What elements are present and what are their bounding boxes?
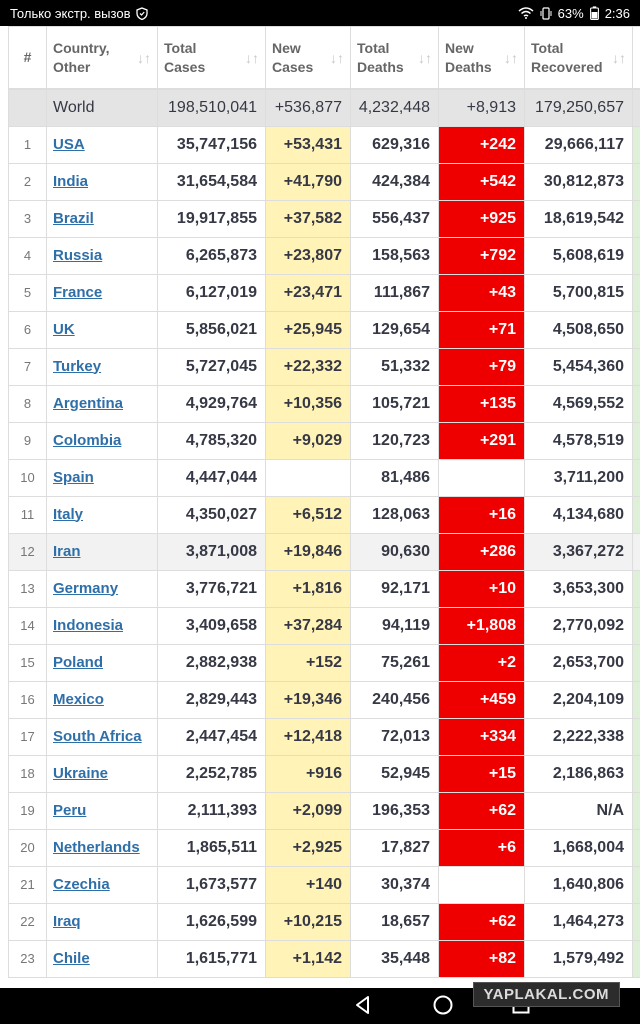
- clock: 2:36: [604, 5, 630, 21]
- country-link[interactable]: Iran: [53, 542, 81, 560]
- sort-icon[interactable]: ↓↑: [612, 50, 626, 66]
- new-cases: +1,816: [266, 570, 351, 607]
- new-deaths: +792: [439, 237, 525, 274]
- total-deaths: 556,437: [351, 200, 439, 237]
- total-cases: 2,882,938: [158, 644, 266, 681]
- extra-cell: [633, 237, 640, 274]
- covid-table-container[interactable]: [0, 26, 640, 988]
- extra-cell: [633, 718, 640, 755]
- total-recovered: 3,711,200: [525, 459, 633, 496]
- new-deaths: +459: [439, 681, 525, 718]
- country-cell: [47, 274, 158, 311]
- total-deaths: 629,316: [351, 126, 439, 163]
- extra-cell: [633, 385, 640, 422]
- new-deaths: +334: [439, 718, 525, 755]
- shield-icon: [136, 7, 148, 20]
- country-link[interactable]: Colombia: [53, 431, 122, 449]
- extra-cell: [633, 422, 640, 459]
- country-cell: [47, 237, 158, 274]
- country-cell: [47, 755, 158, 792]
- total-deaths: 424,384: [351, 163, 439, 200]
- table-row: [9, 681, 640, 718]
- country-link[interactable]: Germany: [53, 579, 119, 597]
- table-row: [9, 459, 640, 496]
- total-recovered: 1,668,004: [525, 829, 633, 866]
- extra-cell: [633, 829, 640, 866]
- country-cell: [47, 644, 158, 681]
- new-deaths: +43: [439, 274, 525, 311]
- total-deaths: 72,013: [351, 718, 439, 755]
- total-cases: 1,615,771: [158, 940, 266, 977]
- total-recovered: 1,640,806: [525, 866, 633, 903]
- country-link[interactable]: Turkey: [53, 357, 102, 375]
- new-deaths: +286: [439, 533, 525, 570]
- extra-cell: [633, 570, 640, 607]
- new-cases: +916: [266, 755, 351, 792]
- total-recovered: 2,186,863: [525, 755, 633, 792]
- world-row: [9, 89, 640, 126]
- total-cases: 2,111,393: [158, 792, 266, 829]
- total-recovered: 4,569,552: [525, 385, 633, 422]
- total-recovered: N/A: [525, 792, 633, 829]
- total-deaths: 105,721: [351, 385, 439, 422]
- country-cell: [47, 385, 158, 422]
- total-deaths: 111,867: [351, 274, 439, 311]
- total-cases: 3,776,721: [158, 570, 266, 607]
- country-cell: [47, 570, 158, 607]
- new-cases: +37,284: [266, 607, 351, 644]
- total-cases: 3,409,658: [158, 607, 266, 644]
- new-cases: +37,582: [266, 200, 351, 237]
- total-cases: 198,510,041: [158, 89, 266, 126]
- new-cases: +6,512: [266, 496, 351, 533]
- total-cases: 2,447,454: [158, 718, 266, 755]
- total-recovered: 2,204,109: [525, 681, 633, 718]
- country-cell: [47, 607, 158, 644]
- country-link[interactable]: Italy: [53, 505, 84, 523]
- total-cases: 5,727,045: [158, 348, 266, 385]
- extra-cell: [633, 940, 640, 977]
- country-link[interactable]: Mexico: [53, 690, 104, 708]
- row-num: 18: [9, 755, 47, 792]
- row-num: 12: [9, 533, 47, 570]
- table-row: [9, 385, 640, 422]
- table-row: [9, 126, 640, 163]
- status-bar: [0, 0, 640, 26]
- table-row: [9, 940, 640, 977]
- table-row: [9, 163, 640, 200]
- total-recovered: 18,619,542: [525, 200, 633, 237]
- total-deaths: 240,456: [351, 681, 439, 718]
- sort-icon[interactable]: ↓↑: [330, 50, 344, 66]
- country-link[interactable]: France: [53, 283, 103, 301]
- new-cases: +10,356: [266, 385, 351, 422]
- total-recovered: 5,454,360: [525, 348, 633, 385]
- total-recovered: 2,222,338: [525, 718, 633, 755]
- table-row: [9, 644, 640, 681]
- row-num: 16: [9, 681, 47, 718]
- table-row: [9, 533, 640, 570]
- row-num: 22: [9, 903, 47, 940]
- row-num: 1: [9, 126, 47, 163]
- new-deaths: +62: [439, 792, 525, 829]
- country-link[interactable]: India: [53, 172, 89, 190]
- country-link[interactable]: South Africa: [53, 727, 142, 745]
- total-deaths: 17,827: [351, 829, 439, 866]
- country-link[interactable]: Peru: [53, 801, 87, 819]
- extra-cell: [633, 644, 640, 681]
- row-num: 17: [9, 718, 47, 755]
- table-row: [9, 348, 640, 385]
- total-recovered: 3,367,272: [525, 533, 633, 570]
- country-link[interactable]: Russia: [53, 246, 103, 264]
- row-num: 15: [9, 644, 47, 681]
- total-cases: 35,747,156: [158, 126, 266, 163]
- extra-cell: [633, 496, 640, 533]
- country-link[interactable]: UK: [53, 320, 75, 338]
- new-cases: +1,142: [266, 940, 351, 977]
- new-deaths: +291: [439, 422, 525, 459]
- new-deaths: +1,808: [439, 607, 525, 644]
- country-name: World: [47, 89, 158, 126]
- extra-cell: [633, 903, 640, 940]
- new-deaths: +15: [439, 755, 525, 792]
- total-cases: 2,252,785: [158, 755, 266, 792]
- country-cell: [47, 866, 158, 903]
- carrier-text: Только экстр. вызов: [10, 5, 131, 21]
- total-cases: 5,856,021: [158, 311, 266, 348]
- total-recovered: 179,250,657: [525, 89, 633, 126]
- country-link[interactable]: USA: [53, 135, 85, 153]
- new-deaths: +16: [439, 496, 525, 533]
- new-deaths: +71: [439, 311, 525, 348]
- sort-icon[interactable]: ↓↑: [418, 50, 432, 66]
- extra-cell: [633, 348, 640, 385]
- extra-cell: [633, 200, 640, 237]
- new-deaths: +135: [439, 385, 525, 422]
- total-cases: 2,829,443: [158, 681, 266, 718]
- extra-cell: [633, 274, 640, 311]
- battery-icon: [590, 6, 599, 20]
- new-cases: +19,346: [266, 681, 351, 718]
- navigation-bar: [0, 988, 640, 1024]
- new-deaths: [439, 459, 525, 496]
- country-link[interactable]: Poland: [53, 653, 104, 671]
- header-total-deaths[interactable]: Total Deaths ↓↑: [351, 27, 439, 90]
- new-cases: +9,029: [266, 422, 351, 459]
- row-num: 2: [9, 163, 47, 200]
- extra-cell: [633, 792, 640, 829]
- new-cases: +23,807: [266, 237, 351, 274]
- total-cases: 6,127,019: [158, 274, 266, 311]
- row-num: 5: [9, 274, 47, 311]
- new-deaths: [439, 866, 525, 903]
- total-deaths: 81,486: [351, 459, 439, 496]
- new-deaths: +62: [439, 903, 525, 940]
- extra-cell: [633, 607, 640, 644]
- country-cell: [47, 496, 158, 533]
- total-cases: 19,917,855: [158, 200, 266, 237]
- header-total-recovered[interactable]: Total Recovered ↓↑: [525, 27, 633, 90]
- total-deaths: 35,448: [351, 940, 439, 977]
- country-cell: [47, 311, 158, 348]
- country-cell: [47, 792, 158, 829]
- row-num: [9, 89, 47, 126]
- table-row: [9, 718, 640, 755]
- country-link[interactable]: Brazil: [53, 209, 94, 227]
- country-cell: [47, 903, 158, 940]
- header-new-cases[interactable]: New Cases ↓↑: [266, 27, 351, 90]
- new-cases: +53,431: [266, 126, 351, 163]
- total-recovered: 5,608,619: [525, 237, 633, 274]
- header-num[interactable]: #: [9, 27, 47, 90]
- new-cases: +12,418: [266, 718, 351, 755]
- total-deaths: 94,119: [351, 607, 439, 644]
- extra-cell: [633, 533, 640, 570]
- vibrate-icon: [540, 7, 552, 20]
- country-link[interactable]: Indonesia: [53, 616, 124, 634]
- new-cases: +22,332: [266, 348, 351, 385]
- total-deaths: 129,654: [351, 311, 439, 348]
- header-country[interactable]: Country, Other ↓↑: [47, 27, 158, 90]
- table-row: [9, 570, 640, 607]
- home-icon[interactable]: [432, 994, 454, 1021]
- sort-icon[interactable]: ↓↑: [504, 50, 518, 66]
- header-total-cases[interactable]: Total Cases ↓↑: [158, 27, 266, 90]
- sort-icon[interactable]: ↓↑: [137, 50, 151, 66]
- table-row: [9, 792, 640, 829]
- country-cell: [47, 348, 158, 385]
- country-cell: [47, 163, 158, 200]
- country-cell: [47, 829, 158, 866]
- table-row: [9, 829, 640, 866]
- row-num: 23: [9, 940, 47, 977]
- new-deaths: +6: [439, 829, 525, 866]
- new-deaths: +2: [439, 644, 525, 681]
- country-cell: [47, 940, 158, 977]
- total-deaths: 158,563: [351, 237, 439, 274]
- total-cases: 3,871,008: [158, 533, 266, 570]
- country-link[interactable]: Spain: [53, 468, 94, 486]
- total-recovered: 1,464,273: [525, 903, 633, 940]
- new-deaths: +10: [439, 570, 525, 607]
- country-link[interactable]: Netherlands: [53, 838, 140, 856]
- row-num: 19: [9, 792, 47, 829]
- extra-cell: [633, 126, 640, 163]
- extra-cell: [633, 163, 640, 200]
- table-row: [9, 200, 640, 237]
- table-row: [9, 866, 640, 903]
- extra-cell: [633, 311, 640, 348]
- total-cases: 1,626,599: [158, 903, 266, 940]
- extra-cell: [633, 459, 640, 496]
- total-deaths: 120,723: [351, 422, 439, 459]
- table-row: [9, 496, 640, 533]
- new-deaths: +82: [439, 940, 525, 977]
- total-recovered: 2,653,700: [525, 644, 633, 681]
- extra-cell: [633, 866, 640, 903]
- total-recovered: 4,508,650: [525, 311, 633, 348]
- new-deaths: +8,913: [439, 89, 525, 126]
- table-row: [9, 274, 640, 311]
- watermark-logo: YAPLAKAL.COM: [473, 982, 620, 1007]
- total-deaths: 75,261: [351, 644, 439, 681]
- total-cases: 31,654,584: [158, 163, 266, 200]
- extra-cell: [633, 755, 640, 792]
- total-deaths: 92,171: [351, 570, 439, 607]
- country-link[interactable]: Iraq: [53, 912, 81, 930]
- total-cases: 4,785,320: [158, 422, 266, 459]
- total-deaths: 90,630: [351, 533, 439, 570]
- table-row: [9, 237, 640, 274]
- wifi-icon: [518, 7, 534, 19]
- row-num: 21: [9, 866, 47, 903]
- table-row: [9, 422, 640, 459]
- table-row: [9, 607, 640, 644]
- row-num: 6: [9, 311, 47, 348]
- total-cases: 1,865,511: [158, 829, 266, 866]
- row-num: 13: [9, 570, 47, 607]
- total-recovered: 29,666,117: [525, 126, 633, 163]
- header-new-deaths[interactable]: New Deaths ↓↑: [439, 27, 525, 90]
- country-cell: [47, 533, 158, 570]
- new-cases: +25,945: [266, 311, 351, 348]
- row-num: 8: [9, 385, 47, 422]
- country-link[interactable]: Chile: [53, 949, 90, 967]
- row-num: 10: [9, 459, 47, 496]
- new-deaths: +925: [439, 200, 525, 237]
- country-link[interactable]: Argentina: [53, 394, 124, 412]
- new-cases: [266, 459, 351, 496]
- covid-table: [8, 26, 640, 978]
- total-recovered: 30,812,873: [525, 163, 633, 200]
- total-deaths: 52,945: [351, 755, 439, 792]
- row-num: 14: [9, 607, 47, 644]
- total-deaths: 30,374: [351, 866, 439, 903]
- total-cases: 4,350,027: [158, 496, 266, 533]
- new-cases: +23,471: [266, 274, 351, 311]
- row-num: 7: [9, 348, 47, 385]
- new-cases: +10,215: [266, 903, 351, 940]
- new-deaths: +79: [439, 348, 525, 385]
- country-cell: [47, 718, 158, 755]
- total-recovered: 4,134,680: [525, 496, 633, 533]
- row-num: 20: [9, 829, 47, 866]
- new-cases: +140: [266, 866, 351, 903]
- total-cases: 1,673,577: [158, 866, 266, 903]
- total-cases: 4,447,044: [158, 459, 266, 496]
- total-deaths: 51,332: [351, 348, 439, 385]
- new-cases: +2,099: [266, 792, 351, 829]
- table-row: [9, 903, 640, 940]
- total-cases: 6,265,873: [158, 237, 266, 274]
- new-cases: +536,877: [266, 89, 351, 126]
- sort-icon[interactable]: ↓↑: [245, 50, 259, 66]
- total-cases: 4,929,764: [158, 385, 266, 422]
- extra-cell: [633, 681, 640, 718]
- country-cell: [47, 200, 158, 237]
- country-cell: [47, 459, 158, 496]
- battery-percent: 63%: [557, 5, 584, 21]
- country-cell: [47, 126, 158, 163]
- table-row: [9, 311, 640, 348]
- table-row: [9, 755, 640, 792]
- row-num: 3: [9, 200, 47, 237]
- extra-cell: [633, 89, 640, 126]
- row-num: 11: [9, 496, 47, 533]
- row-num: 4: [9, 237, 47, 274]
- header-extra: [633, 27, 640, 90]
- total-deaths: 18,657: [351, 903, 439, 940]
- back-icon[interactable]: [352, 994, 374, 1021]
- total-recovered: 5,700,815: [525, 274, 633, 311]
- total-deaths: 4,232,448: [351, 89, 439, 126]
- total-recovered: 3,653,300: [525, 570, 633, 607]
- total-recovered: 4,578,519: [525, 422, 633, 459]
- new-cases: +41,790: [266, 163, 351, 200]
- new-cases: +19,846: [266, 533, 351, 570]
- country-cell: [47, 681, 158, 718]
- new-deaths: +242: [439, 126, 525, 163]
- new-cases: +152: [266, 644, 351, 681]
- total-recovered: 2,770,092: [525, 607, 633, 644]
- row-num: 9: [9, 422, 47, 459]
- country-link[interactable]: Czechia: [53, 875, 110, 893]
- total-deaths: 196,353: [351, 792, 439, 829]
- country-cell: [47, 422, 158, 459]
- new-deaths: +542: [439, 163, 525, 200]
- total-recovered: 1,579,492: [525, 940, 633, 977]
- table-header-row: [9, 27, 640, 90]
- new-cases: +2,925: [266, 829, 351, 866]
- total-deaths: 128,063: [351, 496, 439, 533]
- country-link[interactable]: Ukraine: [53, 764, 109, 782]
